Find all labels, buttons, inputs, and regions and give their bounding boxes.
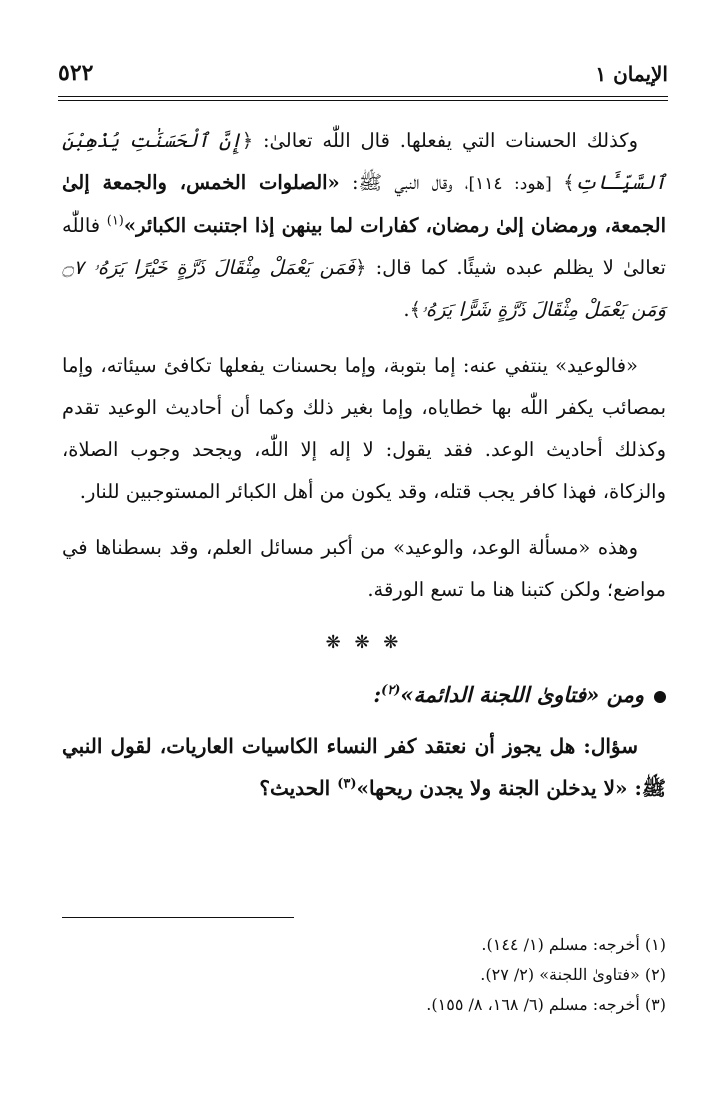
page-body [62, 120, 666, 809]
footnote: (١) أخرجه: مسلم (١/ ١٤٤). [481, 935, 666, 954]
footnote-marker: (٢) [381, 683, 401, 698]
footnotes [62, 930, 666, 1020]
paragraph-threat: «فالوعيد» ينتفي عنه: إما بتوبة، وإما بحسنات يفعلها تكافئ سيئاته، وإما بمصائب يكفر اللّٰه بها خطاياه، وإما بغير ذلك وكما أن أحاديث الوعيد تقدم وكذلك أحاديث الوعد. فقد يقول: لا إله إلا اللّٰه، ويجحد وجوب الصلاة، والزكاة، فهذا كافر يجب قتله، وقد يكون من أهل الكبائر المستوجبين للنار. [62, 354, 666, 503]
section-heading [62, 673, 666, 717]
paragraph-text: فاللّٰه تعالىٰ لا يظلم عبده شيئًا. كما قال: [62, 214, 666, 279]
footnote: (٣) أخرجه: مسلم (٦/ ١٦٨، ٨/ ١٥٥). [426, 995, 666, 1014]
running-title: الإيمان ١ [595, 62, 668, 86]
paragraph-text: ، وقال النبي ﷺ: [339, 171, 469, 194]
page-number: ٥٢٢ [58, 60, 94, 86]
footnote: (٢) «فتاوىٰ اللجنة» (٢/ ٢٧). [480, 965, 666, 984]
header-rule [58, 96, 668, 97]
quran-close-bracket: ﴾ [409, 298, 421, 321]
footnote-marker: (١) [106, 213, 124, 229]
section-separator: ❋ ❋ ❋ [325, 632, 403, 653]
question-tail: الحديث؟ [259, 776, 338, 800]
quran-verse: إِنَّ ٱلْحَسَنَٰتِ يُذْهِبْنَ ٱلسَّيِّـَٔاتِ [62, 129, 666, 194]
quran-open-bracket: ﴿ [241, 129, 254, 152]
paragraph-good-deeds [62, 120, 666, 331]
quran-close-bracket: ﴾ [563, 171, 575, 194]
quran-open-bracket: ﴿ [355, 256, 367, 279]
heading-colon: : [373, 682, 382, 707]
bullet-icon [654, 691, 666, 703]
heading-text: ومن «فتاوىٰ اللجنة الدائمة» [400, 682, 644, 707]
header-rule-secondary [58, 100, 668, 101]
question-paragraph [62, 725, 666, 809]
question-text: سؤال: هل يجوز أن نعتقد كفر النساء الكاسيات العاريات، لقول النبي ﷺ: «لا يدخلن الجنة ولا يجدن ريحها» [62, 734, 666, 800]
verse-reference: [هود: ١١٤] [468, 174, 564, 194]
quran-verse: فَمَن يَعْمَلْ مِثْقَالَ ذَرَّةٍ خَيْرًا يَرَهُۥ ۝٧ وَمَن يَعْمَلْ مِثْقَالَ ذَرَّةٍ شَرًّا يَرَهُۥ [62, 256, 666, 321]
paragraph-end: . [403, 298, 410, 321]
page-header [58, 56, 668, 100]
paragraph-text: وكذلك الحسنات التي يفعلها. قال اللّٰه تعالىٰ: [253, 129, 639, 152]
footnote-marker: (٣) [337, 776, 357, 792]
paragraph-issue: وهذه «مسألة الوعد، والوعيد» من أكبر مسائل العلم، وقد بسطناها في مواضع؛ ولكن كتبنا هنا ما تسع الورقة. [62, 536, 666, 601]
hadith-quote: «الصلوات الخمس، والجمعة إلىٰ الجمعة، ورمضان إلىٰ رمضان، كفارات لما بينهن إذا اجتنبت الكبائر» [62, 171, 666, 237]
footnote-rule [62, 917, 294, 918]
